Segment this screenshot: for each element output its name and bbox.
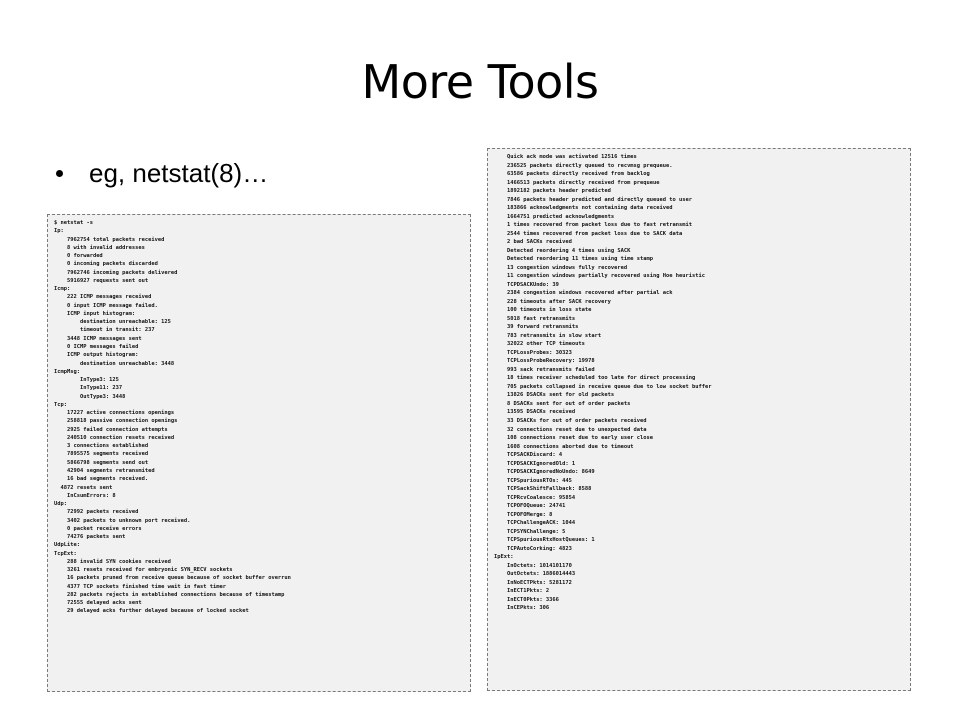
terminal-line: UdpLite: xyxy=(54,542,80,549)
terminal-line: 4377 TCP sockets finished time wait in fast timer xyxy=(54,583,227,590)
terminal-line: 2544 times recovered from packet loss due to SACK data xyxy=(494,230,683,237)
terminal-line: 42904 segments retransmited xyxy=(54,467,155,474)
terminal-line: InType11: 237 xyxy=(54,385,123,392)
terminal-line: 74276 packets sent xyxy=(54,534,126,541)
terminal-line: 288 invalid SYN cookies received xyxy=(54,558,171,565)
terminal-line: 16 bad segments received. xyxy=(54,476,149,483)
terminal-line: TCPSpuriousRTOs: 445 xyxy=(494,477,572,484)
terminal-line: TCPSACKDiscard: 4 xyxy=(494,452,563,459)
terminal-line: 100 timeouts in loss state xyxy=(494,307,592,314)
terminal-line: InNoECTPkts: 5281172 xyxy=(494,579,572,586)
terminal-line: 8 with invalid addresses xyxy=(54,244,145,251)
terminal-line: 39 forward retransmits xyxy=(494,324,579,331)
terminal-line: OutType3: 3448 xyxy=(54,393,126,400)
bullet-item xyxy=(56,156,268,190)
terminal-line: TCPLossProbeRecovery: 19978 xyxy=(494,358,595,365)
terminal-line: TcpExt: xyxy=(54,550,77,557)
terminal-line: InOctets: 1014101170 xyxy=(494,562,572,569)
terminal-line: 18 times receiver scheduled too late for direct processing xyxy=(494,375,696,382)
terminal-line: IcmpMsg: xyxy=(54,368,80,375)
terminal-line: destination unreachable: 3448 xyxy=(54,360,175,367)
terminal-line: 8 DSACKs sent for out of order packets xyxy=(494,400,631,407)
terminal-line: 5018 fast retransmits xyxy=(494,315,576,322)
terminal-line: 783 retransmits in slow start xyxy=(494,332,602,339)
terminal-line: 11 congestion windows partially recovered using Hoe heuristic xyxy=(494,273,705,280)
terminal-line: 2925 failed connection attempts xyxy=(54,426,168,433)
terminal-line: timeout in transit: 237 xyxy=(54,327,155,334)
terminal-line: 236525 packets directly queued to recvmsg prequeue. xyxy=(494,162,673,169)
terminal-line: 222 ICMP messages received xyxy=(54,294,152,301)
terminal-line: TCPSackShiftFallback: 8588 xyxy=(494,486,592,493)
terminal-line: 2 bad SACKs received xyxy=(494,239,572,246)
terminal-line: TCPDSACKIgnoredOld: 1 xyxy=(494,460,576,467)
terminal-line: 5866798 segments send out xyxy=(54,459,149,466)
terminal-line: InCEPkts: 306 xyxy=(494,605,550,612)
terminal-line: Ip: xyxy=(54,228,64,235)
terminal-line: 705 packets collapsed in receive queue due to low socket buffer xyxy=(494,383,712,390)
terminal-line: destination unreachable: 125 xyxy=(54,319,171,326)
terminal-line: IpExt: xyxy=(494,554,514,561)
terminal-line: ICMP output histogram: xyxy=(54,352,139,359)
bullet-icon xyxy=(56,170,63,177)
terminal-line: 1664751 predicted acknowledgments xyxy=(494,213,615,220)
terminal-line: TCPOFOMerge: 8 xyxy=(494,511,553,518)
terminal-line: 1466513 packets directly received from prequeue xyxy=(494,179,660,186)
terminal-line: 240510 connection resets received xyxy=(54,434,175,441)
terminal-line: OutOctets: 1886014443 xyxy=(494,571,576,578)
terminal-line: 258818 passive connection openings xyxy=(54,418,178,425)
terminal-line: 4872 resets sent xyxy=(54,484,113,491)
terminal-line: 993 sack retransmits failed xyxy=(494,366,595,373)
terminal-line: 3402 packets to unknown port received. xyxy=(54,517,191,524)
slide-title: More Tools xyxy=(361,55,599,109)
terminal-line: 282 packets rejects in established connections because of timestamp xyxy=(54,591,285,598)
terminal-line: 7962754 total packets received xyxy=(54,236,165,243)
terminal-line: 13826 DSACKs sent for old packets xyxy=(494,392,615,399)
terminal-line: 7895575 segments received xyxy=(54,451,149,458)
terminal-line: TCPOFOQueue: 24741 xyxy=(494,503,566,510)
terminal-line: 5916927 requests sent out xyxy=(54,277,149,284)
terminal-line: 32 connections reset due to unexpected data xyxy=(494,426,647,433)
terminal-line: Detected reordering 4 times using SACK xyxy=(494,247,631,254)
terminal-line: TCPAutoCorking: 4823 xyxy=(494,545,572,552)
terminal-line: 33 DSACKs for out of order packets received xyxy=(494,417,647,424)
terminal-line: 13 congestion windows fully recovered xyxy=(494,264,628,271)
terminal-line: Tcp: xyxy=(54,401,67,408)
terminal-line: TCPSpuriousRtxHostQueues: 1 xyxy=(494,537,595,544)
terminal-line: 1608 connections aborted due to timeout xyxy=(494,443,634,450)
terminal-line: Detected reordering 11 times using time stamp xyxy=(494,256,654,263)
terminal-line: 2384 congestion windows recovered after partial ack xyxy=(494,290,673,297)
terminal-line: Icmp: xyxy=(54,286,71,293)
terminal-line: 17227 active connections openings xyxy=(54,410,175,417)
terminal-line: 7846 packets header predicted and directly queued to user xyxy=(494,196,692,203)
terminal-line: 72555 delayed acks sent xyxy=(54,600,142,607)
netstat-output-left xyxy=(47,214,471,692)
terminal-line: 3448 ICMP messages sent xyxy=(54,335,142,342)
terminal-line: 0 incoming packets discarded xyxy=(54,261,158,268)
terminal-line: ICMP input histogram: xyxy=(54,310,136,317)
terminal-line: 1892182 packets header predicted xyxy=(494,188,611,195)
terminal-line: 13595 DSACKs received xyxy=(494,409,576,416)
terminal-line: InECT1Pkts: 2 xyxy=(494,588,550,595)
terminal-line: 0 ICMP messages failed xyxy=(54,343,139,350)
terminal-line: InCsumErrors: 8 xyxy=(54,492,116,499)
terminal-line: 1 times recovered from packet loss due to fast retransmit xyxy=(494,222,692,229)
terminal-line: 0 input ICMP message failed. xyxy=(54,302,158,309)
terminal-line: TCPDSACKIgnoredNoUndo: 8649 xyxy=(494,469,595,476)
terminal-line: Udp: xyxy=(54,501,67,508)
terminal-line: TCPSYNChallenge: 5 xyxy=(494,528,566,535)
terminal-line: InECT0Pkts: 3366 xyxy=(494,596,559,603)
terminal-line: 183866 acknowledgments not containing data received xyxy=(494,205,673,212)
terminal-line: $ netstat -s xyxy=(54,220,93,226)
terminal-line: TCPLossProbes: 30323 xyxy=(494,349,572,356)
terminal-line: 3 connections established xyxy=(54,443,149,450)
terminal-line: 7962746 incoming packets delivered xyxy=(54,269,178,276)
terminal-line: TCPChallengeACK: 1044 xyxy=(494,520,576,527)
terminal-line: 72992 packets received xyxy=(54,509,139,516)
terminal-line: 228 timeouts after SACK recovery xyxy=(494,298,611,305)
terminal-line: 0 packet receive errors xyxy=(54,525,142,532)
terminal-line: 29 delayed acks further delayed because of locked socket xyxy=(54,608,249,615)
terminal-line: 32022 other TCP timeouts xyxy=(494,341,585,348)
terminal-line: InType3: 125 xyxy=(54,377,119,384)
terminal-line: TCPDSACKUndo: 39 xyxy=(494,281,559,288)
netstat-output-right xyxy=(487,148,911,691)
terminal-line: 63586 packets directly received from backlog xyxy=(494,171,650,178)
terminal-line: 16 packets pruned from receive queue because of socket buffer overrun xyxy=(54,575,291,582)
terminal-line: Quick ack mode was activated 12516 times xyxy=(494,154,637,160)
terminal-line: 108 connections reset due to early user close xyxy=(494,435,654,442)
terminal-line: 3261 resets received for embryonic SYN_RECV sockets xyxy=(54,567,233,574)
bullet-text: eg, netstat(8)… xyxy=(89,158,269,188)
terminal-line: 0 forwarded xyxy=(54,253,103,260)
terminal-line: TCPRcvCoalesce: 95854 xyxy=(494,494,576,501)
